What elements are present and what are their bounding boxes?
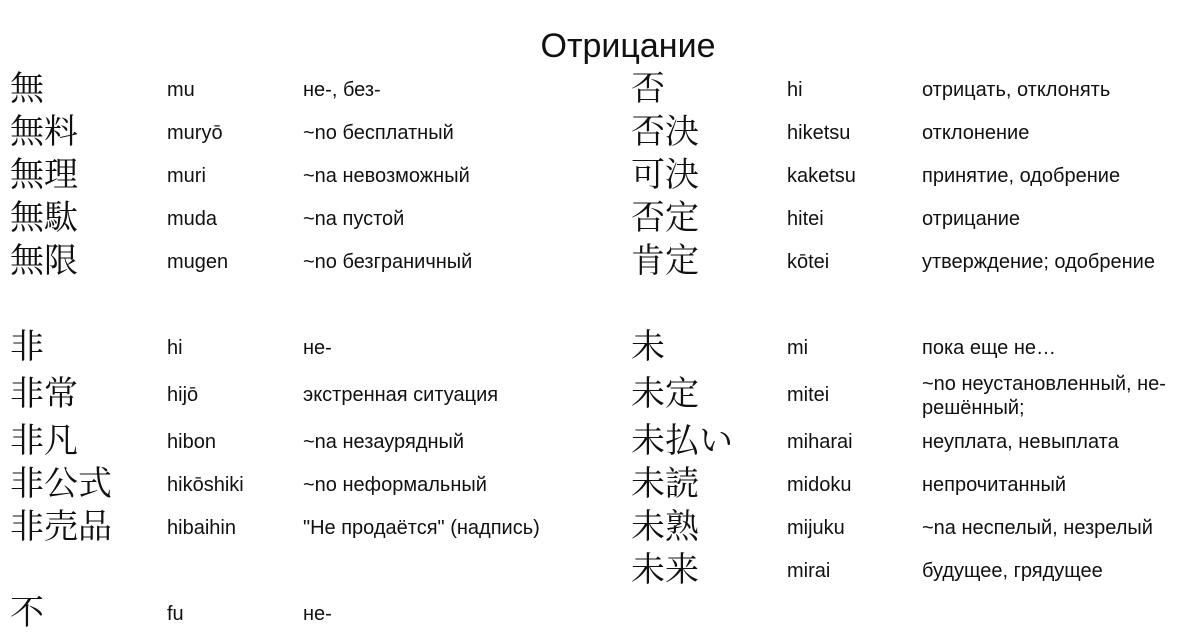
vocab-meaning: не-	[303, 603, 332, 625]
vocab-reading: muri	[167, 165, 206, 187]
vocab-kanji: 否定	[631, 198, 699, 238]
vocab-meaning: принятие, одобрение	[922, 165, 1121, 187]
vocab-reading: mi	[787, 337, 809, 359]
vocab-meaning: отрицание	[922, 208, 1021, 230]
vocab-reading: hitei	[787, 208, 824, 230]
vocab-meaning: ~na пустой	[303, 208, 405, 230]
vocab-kanji: 無駄	[10, 198, 78, 238]
vocab-meaning: экстренная ситуация	[303, 384, 499, 406]
vocab-kanji: 非凡	[10, 421, 78, 461]
page-title: Отрицание	[540, 27, 716, 65]
vocab-meaning: будущее, грядущее	[922, 560, 1103, 582]
vocab-kanji: 肯定	[631, 241, 699, 281]
vocab-kanji: 未定	[631, 374, 699, 414]
vocab-kanji: 非常	[10, 374, 78, 414]
vocab-meaning: не-	[303, 337, 332, 359]
vocab-reading: miharai	[787, 431, 853, 453]
vocab-reading: mirai	[787, 560, 831, 582]
vocab-kanji: 無料	[10, 112, 78, 152]
vocab-meaning: "Не продаётся" (надпись)	[303, 517, 540, 539]
vocab-kanji: 非売品	[10, 507, 112, 547]
vocab-kanji: 無	[10, 69, 44, 109]
vocab-reading: kōtei	[787, 251, 830, 273]
vocab-reading: mijuku	[787, 517, 845, 539]
vocab-meaning: не-, без-	[303, 79, 381, 101]
vocab-kanji: 非	[10, 327, 44, 367]
vocab-reading: hikōshiki	[167, 474, 244, 496]
vocab-kanji: 無限	[10, 241, 78, 281]
vocab-meaning: ~no неформальный	[303, 474, 487, 496]
vocab-meaning: ~na незаурядный	[303, 431, 465, 453]
vocab-kanji: 未熟	[631, 507, 699, 547]
vocab-reading: hijō	[167, 384, 199, 406]
vocab-meaning: утверждение; одобрение	[922, 251, 1155, 273]
vocab-reading: muda	[167, 208, 218, 230]
vocab-meaning: ~no бесплатный	[303, 122, 454, 144]
vocab-reading: fu	[167, 603, 184, 625]
vocab-kanji: 未払い	[631, 421, 733, 461]
vocab-reading: mu	[167, 79, 195, 101]
vocab-reading: hiketsu	[787, 122, 851, 144]
vocab-reading: hi	[167, 337, 183, 359]
vocab-kanji: 否決	[631, 112, 699, 152]
vocab-meaning: отклонение	[922, 122, 1030, 144]
vocab-kanji: 未	[631, 327, 665, 367]
vocab-reading: muryō	[167, 122, 223, 144]
vocab-meaning: отрицать, отклонять	[922, 79, 1111, 101]
vocab-meaning: ~no неустановленный, не-решённый;	[922, 373, 1166, 419]
vocab-reading: midoku	[787, 474, 852, 496]
vocab-kanji: 非公式	[10, 464, 112, 504]
vocab-reading: hibaihin	[167, 517, 236, 539]
vocab-reading: hibon	[167, 431, 216, 453]
vocab-meaning: ~na невозможный	[303, 165, 470, 187]
vocab-reading: mugen	[167, 251, 229, 273]
vocab-kanji: 未読	[631, 464, 699, 504]
vocab-kanji: 未来	[631, 550, 699, 590]
vocab-meaning: пока еще не…	[922, 337, 1057, 359]
vocab-kanji: 不	[10, 593, 44, 633]
vocab-kanji: 無理	[10, 155, 78, 195]
vocab-kanji: 否	[631, 69, 665, 109]
vocab-meaning: непрочитанный	[922, 474, 1067, 496]
vocab-reading: kaketsu	[787, 165, 856, 187]
vocab-meaning: неуплата, невыплата	[922, 431, 1119, 453]
vocab-meaning: ~na неспелый, незрелый	[922, 517, 1153, 539]
vocab-reading: mitei	[787, 384, 830, 406]
vocab-kanji: 可決	[631, 155, 699, 195]
vocab-reading: hi	[787, 79, 803, 101]
vocab-meaning: ~no безграничный	[303, 251, 473, 273]
